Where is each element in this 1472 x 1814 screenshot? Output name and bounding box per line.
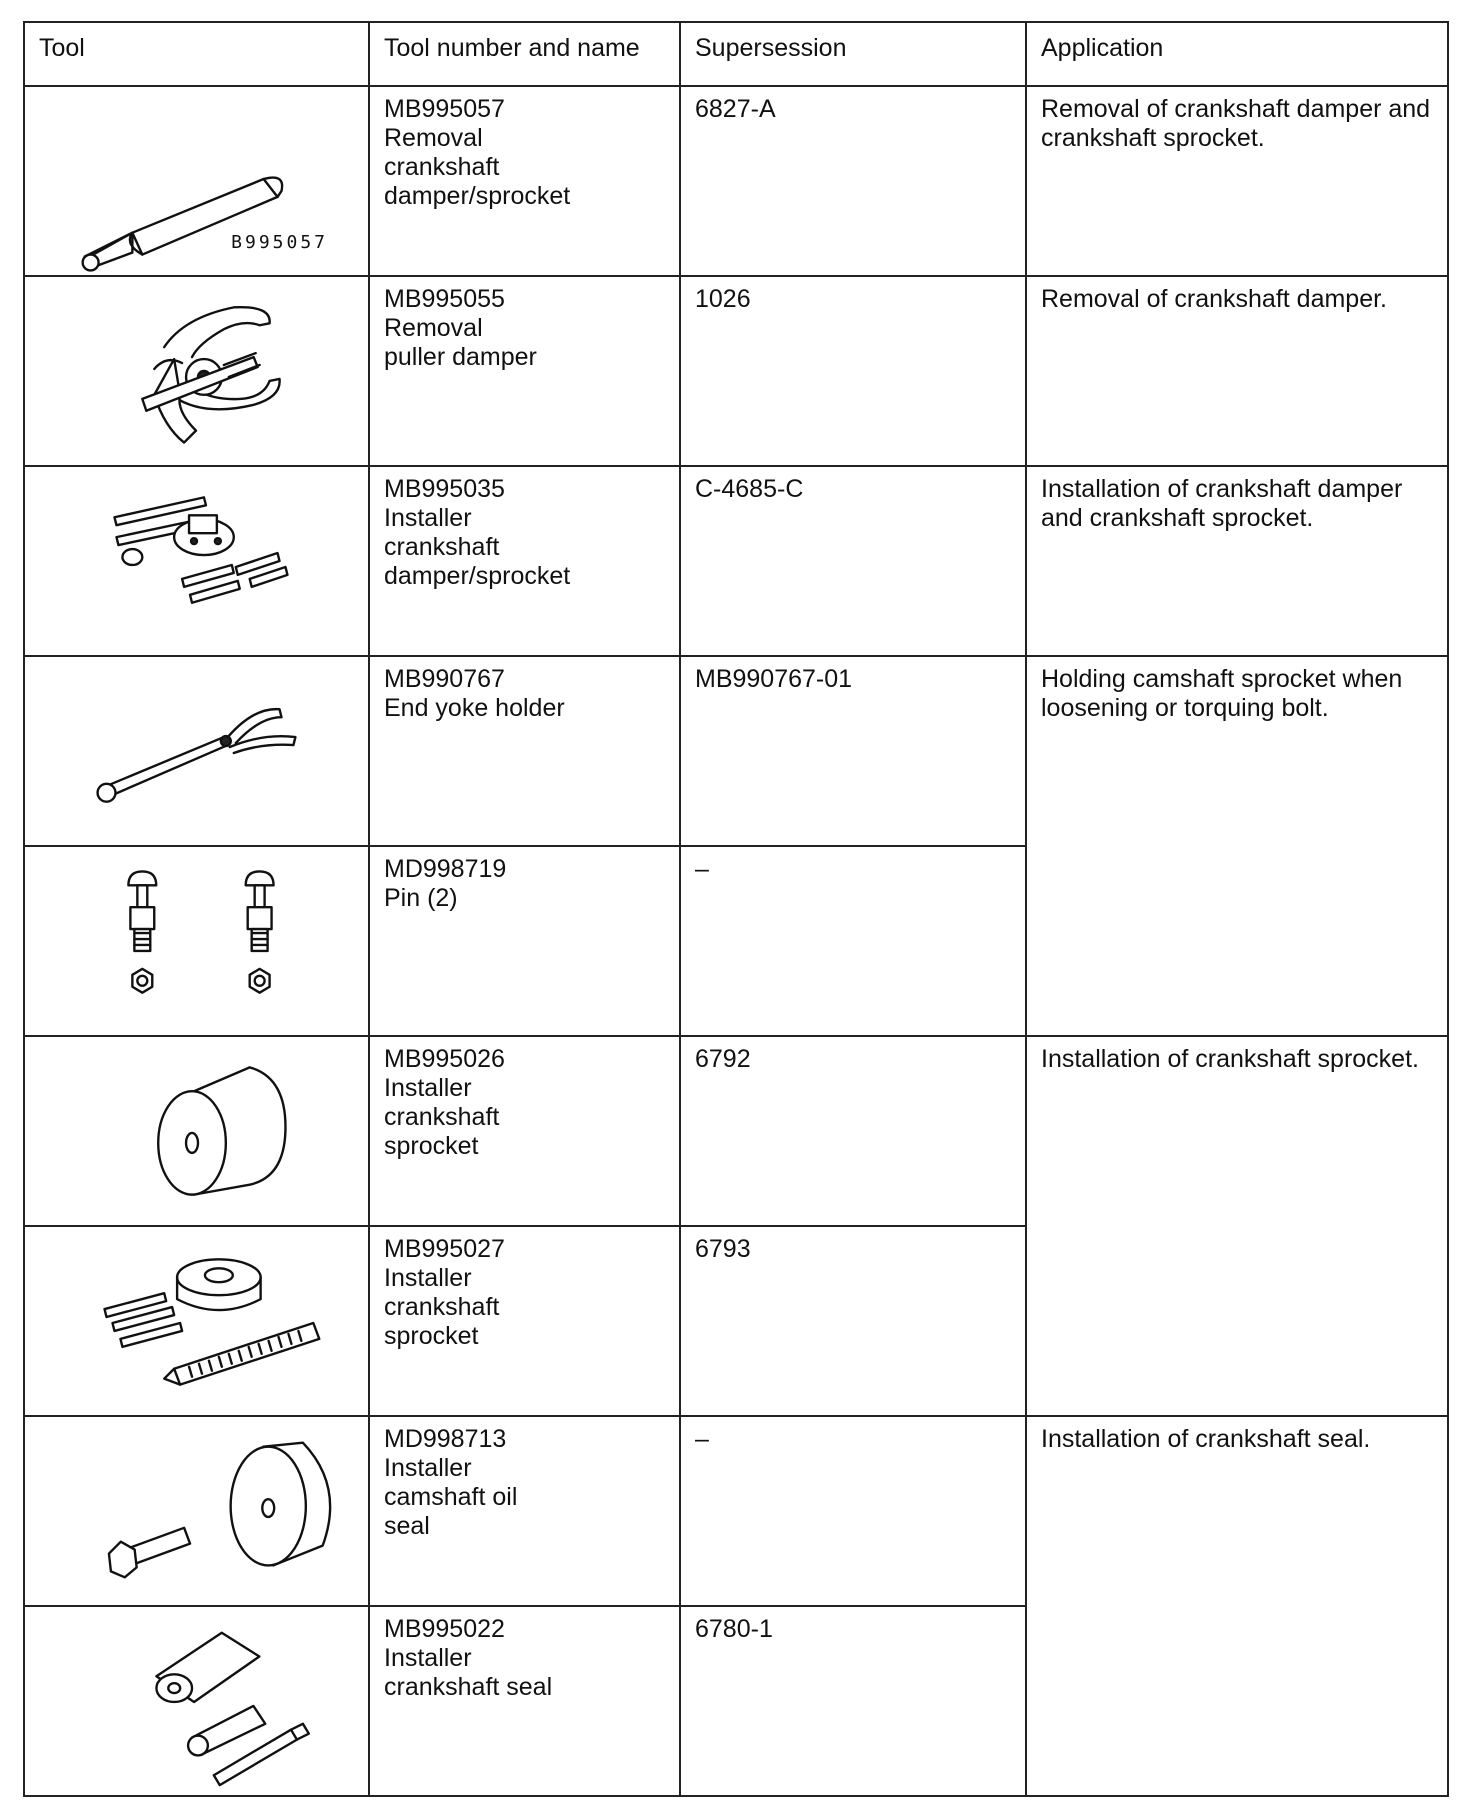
tool-image-cell	[24, 1606, 369, 1796]
tool-image-cell	[24, 276, 369, 466]
tool-name: Pin (2)	[384, 884, 458, 912]
application-cell: Removal of crankshaft damper.	[1026, 276, 1448, 466]
application-cell: Removal of crankshaft damper and crankshaft sprocket.	[1026, 86, 1448, 276]
header-application: Application	[1026, 22, 1448, 86]
screw-installer-icon	[25, 1227, 368, 1415]
application-cell: Holding camshaft sprocket when loosening or torquing bolt.	[1026, 656, 1448, 1036]
tool-number-name-cell	[369, 86, 680, 276]
tool-image-cell	[24, 1226, 369, 1416]
tool-name: Removal crankshaft damper/sprocket	[384, 124, 571, 210]
tool-image-cell	[24, 466, 369, 656]
application-cell: Installation of crankshaft damper and crankshaft sprocket.	[1026, 466, 1448, 656]
tool-name: End yoke holder	[384, 694, 565, 722]
header-row	[24, 22, 1448, 86]
supersession-cell: 6792	[680, 1036, 1026, 1226]
tool-number: MB990767	[384, 665, 505, 693]
tool-number-name-cell	[369, 276, 680, 466]
tool-image-cell	[24, 86, 369, 276]
tool-name: Installer camshaft oil seal	[384, 1454, 518, 1540]
tool-number-name-cell	[369, 1416, 680, 1606]
three-jaw-puller-icon	[25, 277, 368, 465]
tool-image-cell	[24, 846, 369, 1036]
tool-number: MB995055	[384, 285, 505, 313]
tool-number: MB995026	[384, 1045, 505, 1073]
tool-number: MD998713	[384, 1425, 507, 1453]
tool-number: MB995027	[384, 1235, 505, 1263]
tool-number-name-cell	[369, 656, 680, 846]
tool-name: Installer crankshaft sprocket	[384, 1074, 500, 1160]
supersession-cell: 6827-A	[680, 86, 1026, 276]
table-row	[24, 86, 1448, 276]
header-tool-number-name: Tool number and name	[369, 22, 680, 86]
tool-number-name-cell	[369, 1036, 680, 1226]
header-supersession: Supersession	[680, 22, 1026, 86]
yoke-holder-icon	[25, 657, 368, 845]
tool-number: MD998719	[384, 855, 507, 883]
supersession-cell: 1026	[680, 276, 1026, 466]
header-tool: Tool	[24, 22, 369, 86]
tool-name: Installer crankshaft damper/sprocket	[384, 504, 571, 590]
tool-number: MB995057	[384, 95, 505, 123]
pins-icon	[25, 847, 368, 1035]
table-row	[24, 276, 1448, 466]
tool-name: Removal puller damper	[384, 314, 537, 371]
tool-number-name-cell	[369, 1226, 680, 1416]
tool-name: Installer crankshaft sprocket	[384, 1264, 500, 1350]
table-row	[24, 466, 1448, 656]
supersession-cell: 6780-1	[680, 1606, 1026, 1796]
tool-number-name-cell	[369, 1606, 680, 1796]
tool-number-name-cell	[369, 846, 680, 1036]
supersession-cell: 6793	[680, 1226, 1026, 1416]
seal-installer-set-icon	[25, 1607, 368, 1795]
tool-number: MB995035	[384, 475, 505, 503]
tool-image-cell	[24, 1036, 369, 1226]
application-cell: Installation of crankshaft sprocket.	[1026, 1036, 1448, 1416]
tool-image-cell	[24, 656, 369, 846]
supersession-cell: C-4685-C	[680, 466, 1026, 656]
tool-number: MB995022	[384, 1615, 505, 1643]
table-row	[24, 1416, 1448, 1606]
special-tools-table	[23, 21, 1449, 1797]
table-row	[24, 1036, 1448, 1226]
application-cell: Installation of crankshaft seal.	[1026, 1416, 1448, 1796]
seal-installer-icon	[25, 1417, 368, 1605]
installer-kit-icon	[25, 467, 368, 655]
supersession-cell: MB990767-01	[680, 656, 1026, 846]
tool-number-name-cell	[369, 466, 680, 656]
table-row	[24, 656, 1448, 846]
tool-name: Installer crankshaft seal	[384, 1644, 553, 1701]
tool-image-cell	[24, 1416, 369, 1606]
supersession-cell: –	[680, 846, 1026, 1036]
supersession-cell: –	[680, 1416, 1026, 1606]
tool-image-label: B995057	[231, 232, 328, 253]
cylinder-installer-icon	[25, 1037, 368, 1225]
